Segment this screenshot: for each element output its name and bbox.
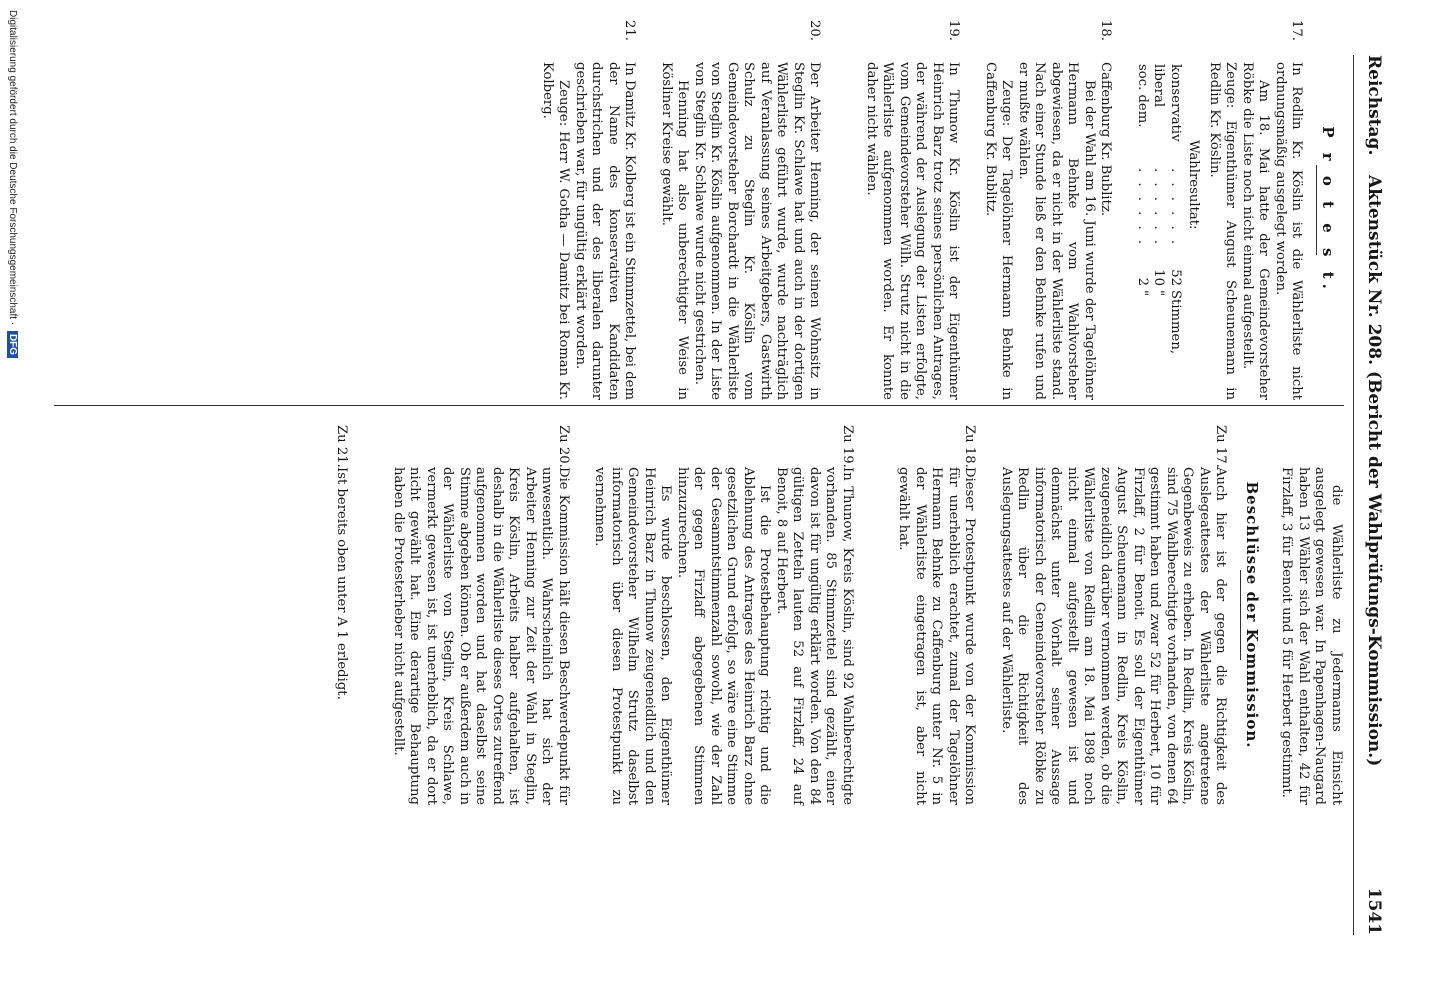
protest-title: P r o t e s t. [1319, 126, 1337, 294]
witness: Zeuge: Eigenthümer August Scheunemann in Redlin Kr. Köslin. [1207, 62, 1239, 400]
item-number: 17. [1289, 20, 1305, 41]
decision-item [333, 425, 350, 805]
spacer [1268, 425, 1278, 805]
spacer [978, 425, 998, 805]
result-value: 10 [1151, 269, 1167, 286]
result-value: 2 [1135, 277, 1150, 286]
item-text: In Damitz Kr. Kolberg ist ein Stimmzettel, bei dem der Name des konservativen Kandidaten durchstrichen und der des liberalen darunter geschrieben war, für ungültig erklärt worden. [573, 62, 638, 400]
decisions-title: Beschlüsse der Kommission. [1243, 481, 1261, 749]
item-text: Ist bereits oben unter A 1 erledigt. [334, 467, 350, 700]
result-value: 52 [1168, 269, 1183, 286]
protest-item [982, 20, 1114, 400]
item-text: Caffenburg Kr. Bublitz. [1098, 62, 1114, 217]
spacer [638, 20, 658, 400]
item-text: Dieser Protestpunkt wurde von der Kommission für unerheblich erachtet, zumal der Tagelöhner Hermann Behnke zu Caffenburg unter Nr. 5 in der Wählerliste eingetragen ist, aber nicht gewählt hat. [896, 467, 978, 805]
witness: Zeuge: Der Tagelöhner Hermann Behnke in Caffenburg Kr. Bublitz. [983, 62, 1015, 400]
dot-leader: . . . . . . [1168, 168, 1183, 248]
page-header [1356, 55, 1384, 935]
item-text: In Redlin Kr. Köslin ist die Wählerliste nicht ordnungsmäßig ausgelegt worden. [1273, 62, 1305, 400]
protest-item [1134, 20, 1305, 400]
spacer [1114, 20, 1134, 400]
item-number: Zu 21. [334, 425, 350, 468]
result-row [1150, 62, 1167, 356]
result-label: konservativ [1168, 64, 1183, 142]
column-divider [54, 405, 1344, 406]
item-number: Zu 19. [840, 425, 855, 468]
item-number: Zu 20. [556, 425, 571, 468]
item-number: 20. [807, 20, 823, 41]
header-rule [1353, 55, 1354, 935]
item-text: Ist die Protestbehauptung richtig und die Ablehnung des Antrages des Heinrich Barz ohne gesetzlichen Grund erfolgt, so wäre eine Stimme der Gesammtstimmenzahl sowohl, wie der Zahl der gegen Firzlaff abgegebenen Stimmen hinzuzurechnen. [675, 467, 773, 805]
item-text: Bei der Wahl am 16. Juni wurde der Tagelöhner Hermann Behnke vom Wahlvorsteher abgewiesen, da er nicht in der Wählerliste stand. Nach einer Stunde ließ er den Behnke rufen und er mußte wählen. [1016, 62, 1097, 400]
item-text: Auch hier ist der gegen die Richtigkeit des Auslegeattestes der Wählerliste angetretene Gegenbeweis zu erheben. In Redlin, Kreis Köslin, sind 75 Wahlberechtigte vorhanden, von denen 64 gestimmt haben und zwar 52 für Herbert, 10 für Firzlaff, 2 für Benoit. Es soll der Eigenthümer August Scheunemann in Redlin, Kreis Köslin, zeugeneidlich darüber vernommen werden, ob die Wählerliste von Redlin am 18. Mai 1898 noch nicht einmal aufgestellt gewesen ist und demnächst unter Vorhalt seiner Aussage informatorisch der Gemeindevorsteher Röbke zu Redlin über die Richtigkeit des Auslegungsattestes auf der Wählerliste. [999, 467, 1229, 805]
item-number: Zu 17. [1213, 425, 1229, 468]
item-number: 21. [622, 20, 638, 41]
dot-leader: . . . . . . [1151, 168, 1167, 248]
result-heading: Wahlresultat: [1186, 140, 1202, 230]
item-text: Es wurde beschlossen, den Eigenthümer Heinrich Barz in Thunow zeugeneidlich und den Gemeindevorsteher Wilhelm Strutz daselbst informatorisch über diesen Protestpunkt zu vernehmen. [592, 467, 674, 805]
spacer [843, 20, 863, 400]
spacer [823, 20, 843, 400]
continuation-text: die Wählerliste zu Jedermanns Einsicht ausgelegt gewesen war. In Papenhagen-Naugard haben 13 Wähler sich der Wahl enthalten, 42 für Firzlaff, 3 für Benoit und 5 für Herbert gestimmt. [1279, 467, 1344, 805]
spacer [962, 20, 982, 400]
protest-item [539, 20, 638, 400]
result-unit: Stimmen, [1168, 290, 1183, 355]
decision-item [390, 425, 572, 805]
spacer [370, 425, 390, 805]
protest-item [658, 20, 823, 400]
dot-leader: . . . . . . [1135, 168, 1150, 248]
page-number: 1541 [1364, 887, 1384, 935]
item-text: In Thunow Kr. Köslin ist der Eigenthümer Heinrich Barz trotz seines persönlichen Antrages, der während der Auslegung der Listen erfolgte, vom Gemeindevorsteher Wilh. Strutz nicht in die Wählerliste aufgenommen worden. Er konnte daher nicht wählen. [864, 62, 962, 400]
spacer [350, 425, 370, 805]
title-rule [1241, 570, 1242, 660]
spacer [571, 425, 591, 805]
dfg-credit [7, 10, 18, 990]
result-row [1167, 62, 1184, 356]
decisions-column [333, 425, 1344, 805]
decision-item [998, 425, 1229, 805]
dfg-credit-text: Digitalisierung gefördert durch die Deutsche Forschungsgemeinschaft · [7, 10, 18, 326]
protest-column [539, 20, 1345, 400]
witness: Zeuge: Herr W. Gotha — Damitz bei Roman Kr. Kolberg. [540, 62, 572, 400]
spacer [855, 425, 875, 805]
result-label: soc. dem. [1135, 64, 1150, 128]
item-text: Am 18. Mai hatte der Gemeindevorsteher Röbke die Liste noch nicht einmal aufgestellt. [1240, 62, 1272, 400]
protest-item [863, 20, 962, 400]
result-unit: " [1135, 290, 1150, 297]
result-table [1134, 62, 1184, 356]
header-left: Reichstag. [1364, 55, 1384, 156]
decision-item [591, 425, 855, 805]
title-rule [1317, 165, 1318, 255]
result-label: liberal [1151, 64, 1167, 108]
item-number: 18. [1098, 20, 1114, 41]
item-number: 19. [946, 20, 962, 41]
item-number: Zu 18. [962, 425, 978, 468]
decision-item [895, 425, 978, 805]
item-text: Henning hat also unberechtigter Weise in Kösliner Kreise gewählt. [659, 62, 691, 400]
header-title: Aktenstück Nr. 208. (Bericht der Wahlprüfungs-Kommission.) [1364, 175, 1384, 767]
dfg-logo: DFG [7, 331, 18, 358]
result-unit: " [1151, 290, 1167, 297]
item-text: Der Arbeiter Henning, der seinen Wohnsitz in Steglin Kr. Schlawe hat und auch in der dortigen Wählerliste geführt wurde, wurde nachträglich auf Veranlassung seines Arbeitgebers, Gastwirth Schulz zu Steglin Kr. Köslin vom Gemeindevorsteher Borchardt in die Wählerliste von Steglin Kr. Köslin aufgenommen. In der Liste von Steglin Kr. Schlawe wurde nicht gestrichen. [692, 62, 823, 400]
item-text: Die Kommission hält diesen Beschwerdepunkt für unwesentlich. Wahrscheinlich hat sich der Arbeiter Henning zur Zeit der Wahl in Steglin, Kreis Köslin, Arbeits halber aufgehalten, ist deshalb in die Wählerliste dieses Ortes zutreffend aufgenommen worden und hat daselbst seine Stimme abgeben können. Ob er außerdem auch in der Wählerliste von Steglin, Kreis Schlawe, vermerkt gewesen ist, ist unerheblich, da er dort nicht gewählt hat. Eine derartige Behauptung haben die Protesterheber nicht aufgestellt. [391, 467, 571, 805]
item-text: In Thunow, Kreis Köslin, sind 92 Wahlberechtigte vorhanden. 85 Stimmzettel sind gezählt, einer davon ist für ungültig erklärt worden. Von den 84 gültigen Zetteln lauten 52 auf Firzlaff, 24 auf Benoit, 8 auf Herbert. [774, 467, 855, 805]
result-row [1134, 62, 1151, 356]
spacer [875, 425, 895, 805]
